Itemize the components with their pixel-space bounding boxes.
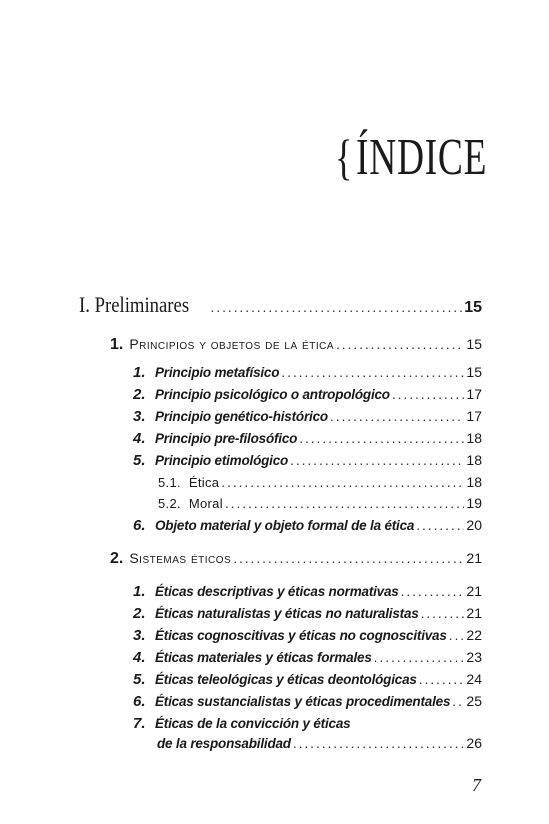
leader-dots — [225, 495, 465, 511]
item-number: 6. — [133, 517, 146, 534]
item-page: 21 — [466, 605, 482, 621]
part-label: I. Preliminares — [79, 292, 190, 317]
toc-part-entry — [79, 292, 482, 318]
leader-dots — [452, 693, 464, 709]
item-page: 18 — [466, 452, 482, 468]
item-label: Principio psicológico o antropológico — [155, 387, 390, 402]
chapter-label: Principios y objetos de la ética — [129, 336, 334, 352]
leader-dots — [416, 517, 464, 533]
toc-item — [133, 408, 482, 425]
leader-dots — [336, 336, 464, 352]
toc-item — [133, 430, 482, 447]
leader-dots — [419, 671, 465, 687]
subitem-page: 19 — [466, 495, 482, 511]
toc-subitem — [158, 474, 482, 490]
toc-subitem — [158, 495, 482, 511]
leader-dots — [281, 364, 464, 380]
item-page: 15 — [466, 364, 482, 380]
leader-dots — [421, 605, 465, 621]
item-number: 3. — [133, 627, 146, 644]
item-number: 5. — [133, 671, 146, 688]
item-label: Principio metafísico — [155, 365, 280, 380]
item-page: 25 — [466, 693, 482, 709]
item-number: 1. — [133, 364, 146, 381]
item-label: Éticas descriptivas y éticas normativas — [155, 584, 399, 599]
leader-dots — [392, 386, 465, 402]
item-page: 17 — [466, 408, 482, 424]
leader-dots — [374, 649, 465, 665]
item-label: Éticas cognoscitivas y éticas no cognoscitivas — [155, 628, 447, 643]
toc-item — [133, 583, 482, 600]
item-page: 24 — [466, 671, 482, 687]
toc-item — [133, 605, 482, 622]
item-number: 2. — [133, 605, 146, 622]
leader-dots — [330, 408, 465, 424]
chapter-number: 2. — [110, 550, 124, 567]
toc-item — [133, 671, 482, 688]
toc-item — [133, 649, 482, 666]
item-label: Éticas teleológicas y éticas deontológicas — [155, 672, 417, 687]
item-number: 1. — [133, 583, 146, 600]
item-label: Objeto material y objeto formal de la ética — [155, 518, 415, 533]
subitem-number: 5.2. — [158, 496, 181, 511]
item-label: Principio pre-filosófico — [155, 431, 298, 446]
subitem-label: Ética — [188, 475, 220, 490]
leader-dots — [290, 452, 464, 468]
item-number: 3. — [133, 408, 146, 425]
toc-chapter-entry — [110, 336, 482, 354]
item-number: 4. — [133, 430, 146, 447]
toc-item — [133, 386, 482, 403]
toc-item-line2 — [157, 735, 482, 751]
subitem-label: Moral — [188, 496, 223, 511]
toc-item — [133, 627, 482, 644]
item-number: 5. — [133, 452, 146, 469]
item-page: 21 — [466, 583, 482, 599]
item-label: Éticas de la convicción y éticas — [155, 716, 351, 731]
subitem-number: 5.1. — [158, 475, 181, 490]
item-number: 6. — [133, 693, 146, 710]
leader-dots — [221, 474, 464, 490]
part-page: 15 — [464, 299, 482, 316]
toc-item — [133, 517, 482, 534]
page-number: 7 — [472, 775, 481, 795]
item-number: 4. — [133, 649, 146, 666]
chapter-number: 1. — [110, 336, 124, 353]
leader-dots — [449, 627, 465, 643]
leader-dots — [293, 735, 465, 751]
subitem-page: 18 — [466, 474, 482, 490]
item-label-continued: de la responsabilidad — [157, 736, 291, 751]
toc-item — [133, 364, 482, 381]
item-page: 18 — [466, 430, 482, 446]
item-label: Éticas naturalistas y éticas no naturalistas — [155, 606, 419, 621]
toc-item — [133, 452, 482, 469]
chapter-page: 21 — [466, 550, 482, 566]
page-title — [334, 129, 487, 186]
item-label: Principio etimológico — [155, 453, 289, 468]
leader-dots — [211, 299, 463, 315]
chapter-page: 15 — [466, 336, 482, 352]
item-number: 2. — [133, 386, 146, 403]
toc-item-line1 — [133, 715, 482, 732]
title-brace: { — [334, 129, 353, 185]
leader-dots — [299, 430, 464, 446]
chapter-label: Sistemas éticos — [129, 550, 232, 566]
item-page: 20 — [466, 517, 482, 533]
toc-chapter-entry — [110, 550, 482, 568]
item-page: 23 — [466, 649, 482, 665]
item-page: 26 — [466, 735, 482, 751]
item-label: Principio genético-histórico — [155, 409, 328, 424]
item-number: 7. — [133, 715, 146, 732]
toc-item — [133, 693, 482, 710]
item-page: 22 — [466, 627, 482, 643]
item-label: Éticas materiales y éticas formales — [155, 650, 372, 665]
item-label: Éticas sustancialistas y éticas procedimentales — [155, 694, 451, 709]
leader-dots — [233, 550, 464, 566]
item-page: 17 — [466, 386, 482, 402]
title-text: ÍNDICE — [355, 129, 487, 186]
leader-dots — [401, 583, 465, 599]
